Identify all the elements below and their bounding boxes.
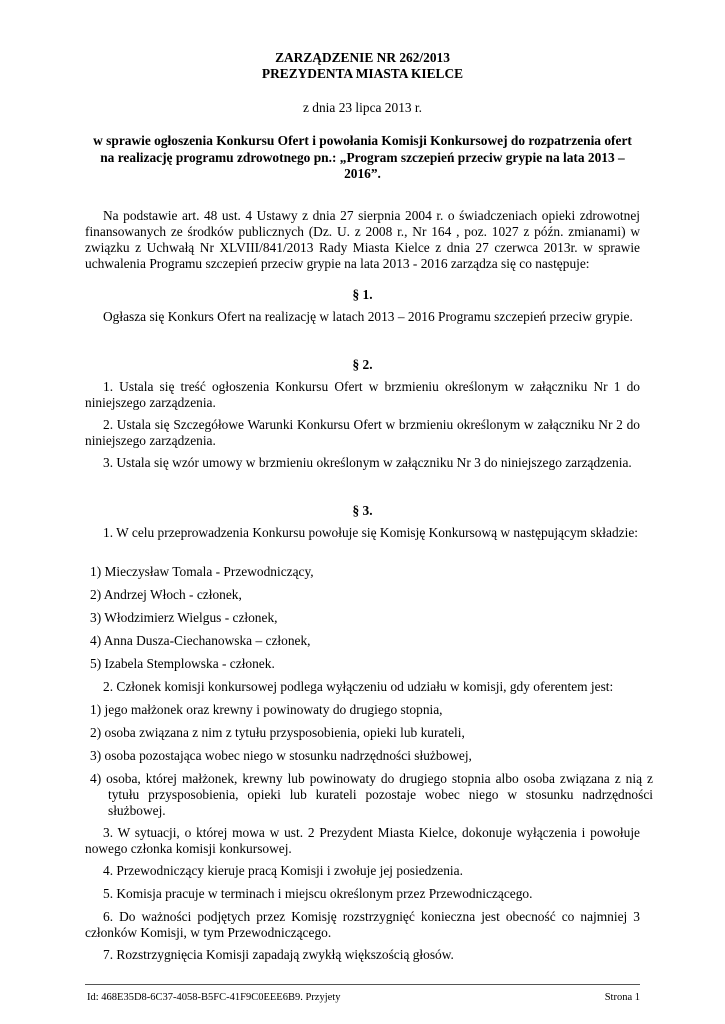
document-title: [85, 50, 640, 82]
title-line-2: PREZYDENTA MIASTA KIELCE: [261, 66, 464, 81]
section-2-paragraph-3: 3. Ustala się wzór umowy w brzmieniu określonym w załączniku Nr 3 do niniejszego zarządzenia.: [103, 455, 632, 470]
section-2-heading: § 2.: [352, 357, 373, 372]
section-3-paragraph-6: 6. Do ważności podjętych przez Komisję rozstrzygnięć konieczna jest obecność co najmniej 3 członków Komisji, w tym Przewodniczącego.: [85, 909, 640, 940]
page-number: Strona 1: [604, 992, 640, 1003]
exclusion-item: 3) osoba pozostająca wobec niego w stosunku nadrzędności służbowej,: [90, 748, 472, 763]
member-item: 5) Izabela Stemplowska - członek.: [90, 656, 275, 671]
section-3-paragraph-1: 1. W celu przeprowadzenia Konkursu powołuje się Komisję Konkursową w następującym składzie:: [103, 525, 638, 540]
section-3-heading: § 3.: [352, 503, 373, 518]
member-item: 1) Mieczysław Tomala - Przewodniczący,: [90, 564, 314, 579]
section-3-paragraph-3: 3. W sytuacji, o której mowa w ust. 2 Prezydent Miasta Kielce, dokonuje wyłączenia i powołuje nowego członka komisji konkursowej.: [85, 825, 640, 856]
member-item: 4) Anna Dusza-Ciechanowska – członek,: [90, 633, 311, 648]
footer-divider: [85, 984, 640, 985]
document-subject: w sprawie ogłoszenia Konkursu Ofert i powołania Komisji Konkursowej do rozpatrzenia ofert na realizację programu zdrowotnego pn.: „Program szczepień przeciw grypie na lata 2013 – 2016”.: [93, 133, 632, 181]
section-3-paragraph-5: 5. Komisja pracuje w terminach i miejscu określonym przez Przewodniczącego.: [103, 886, 533, 901]
section-1-text: Ogłasza się Konkurs Ofert na realizację w latach 2013 – 2016 Programu szczepień przeciw grypie.: [103, 309, 633, 324]
section-3-paragraph-7: 7. Rozstrzygnięcia Komisji zapadają zwykłą większością głosów.: [103, 947, 454, 962]
section-2-paragraph-1: 1. Ustala się treść ogłoszenia Konkursu Ofert w brzmieniu określonym w załączniku Nr 1 do niniejszego zarządzenia.: [85, 379, 640, 410]
section-3-paragraph-2: 2. Członek komisji konkursowej podlega wyłączeniu od udziału w komisji, gdy oferentem jest:: [103, 679, 614, 694]
exclusion-item: 1) jego małżonek oraz krewny i powinowaty do drugiego stopnia,: [90, 702, 443, 717]
exclusion-item: 2) osoba związana z nim z tytułu przysposobienia, opieki lub kurateli,: [90, 725, 465, 740]
section-2-paragraph-2: 2. Ustala się Szczegółowe Warunki Konkursu Ofert w brzmieniu określonym w załączniku Nr 2 do niniejszego zarządzenia.: [85, 417, 640, 448]
preamble: Na podstawie art. 48 ust. 4 Ustawy z dnia 27 sierpnia 2004 r. o świadczeniach opieki zdrowotnej finansowanych ze środków publicznych (Dz. U. z 2008 r., Nr 164 , poz. 1027 z późn. zmianami) w związku z Uchwałą Nr XLVIII/841/2013 Rady Miasta Kielce z dnia 27 czerwca 2013r. w sprawie uchwalenia Programu szczepień przeciw grypie na lata 2013 - 2016 zarządza się co następuje:: [85, 208, 640, 271]
member-item: 3) Włodzimierz Wielgus - członek,: [90, 610, 278, 625]
document-id: Id: 468E35D8-6C37-4058-B5FC-41F9C0EEE6B9. Przyjety: [87, 992, 341, 1003]
member-item: 2) Andrzej Włoch - członek,: [90, 587, 242, 602]
exclusion-item: 4) osoba, której małżonek, krewny lub powinowaty do drugiego stopnia albo osoba związana z nią z tytułu przysposobienia, opieki lub kurateli pozostaje wobec niego w stosunku nadrzędności służbowej.: [90, 771, 653, 818]
title-line-1: ZARZĄDZENIE NR 262/2013: [275, 50, 450, 65]
section-3-paragraph-4: 4. Przewodniczący kieruje pracą Komisji i zwołuje jej posiedzenia.: [103, 863, 463, 878]
document-date: z dnia 23 lipca 2013 r.: [303, 100, 422, 115]
section-1-heading: § 1.: [352, 287, 373, 302]
